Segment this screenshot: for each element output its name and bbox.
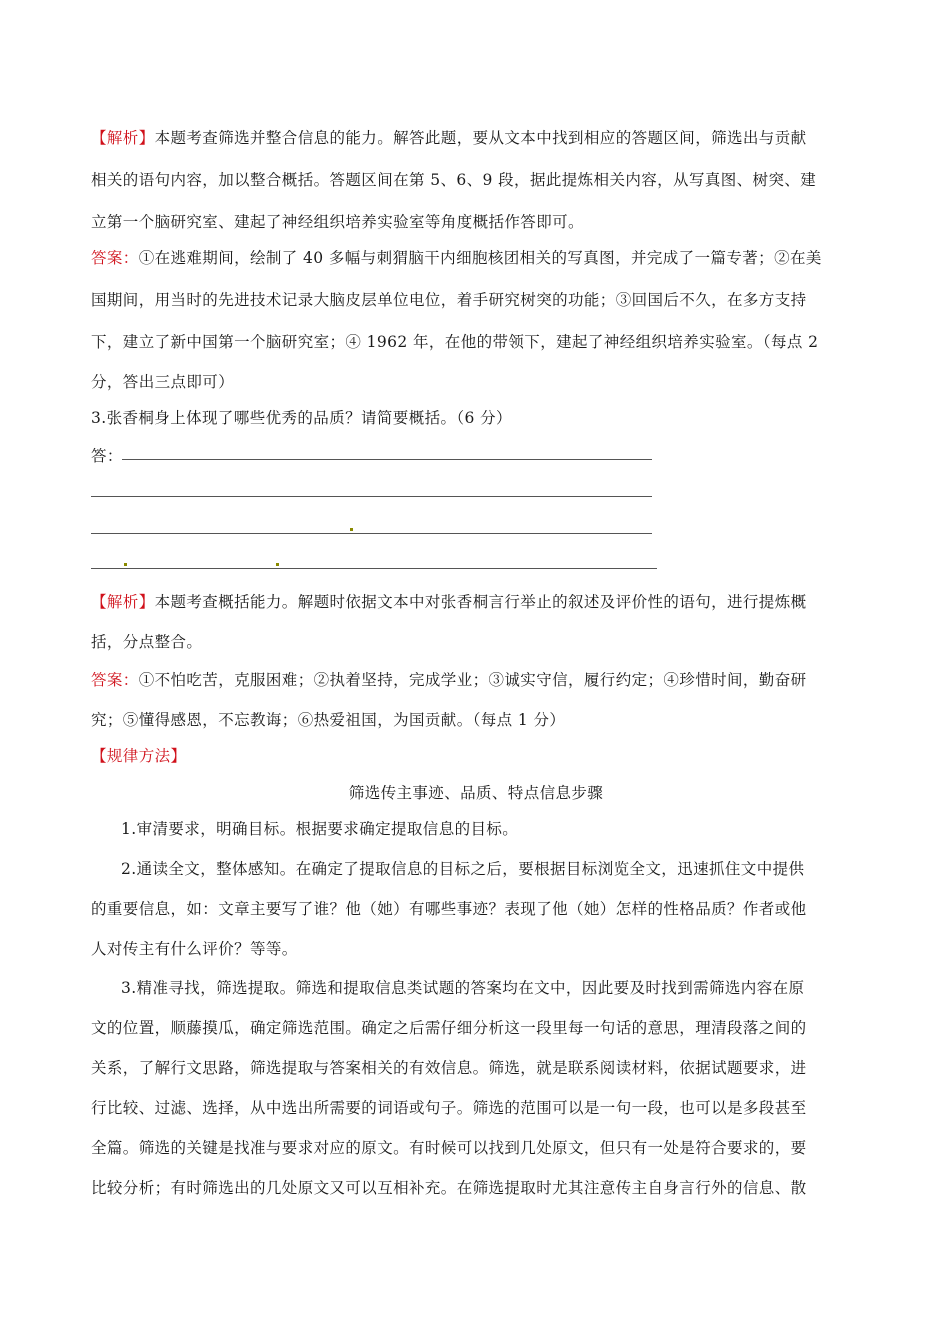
answer1-line-3: 下，建立了新中国第一个脑研究室；④ 1962 年，在他的带领下，建起了神经组织培养实验室。（每点 2 (91, 333, 819, 351)
answer2-line-1: 答案：①不怕吃苦，克服困难；②执着坚持，完成学业；③诚实守信，履行约定；④珍惜时间，勤奋研 (91, 671, 807, 689)
stray-mark (124, 563, 127, 566)
method-step3-line-2: 文的位置，顺藤摸瓜，确定筛选范围。确定之后需仔细分析这一段里每一句话的意思，理清段落之间的 (91, 1019, 807, 1037)
answer1-line-2: 国期间，用当时的先进技术记录大脑皮层单位电位，着手研究树突的功能；③回国后不久，在多方支持 (91, 291, 807, 309)
question3-text: 3.张香桐身上体现了哪些优秀的品质？请简要概括。（6 分） (91, 409, 512, 427)
method-step3-line-6: 比较分析；有时筛选出的几处原文又可以互相补充。在筛选提取时尤其注意传主自身言行外的信息、散 (91, 1179, 807, 1197)
answer2-label: 答案： (91, 671, 139, 689)
analysis1-tag: 【解析】 (91, 129, 155, 147)
analysis1-line-1: 【解析】本题考查筛选并整合信息的能力。解答此题，要从文本中找到相应的答题区间，筛选出与贡献 (91, 129, 807, 147)
method-tag: 【规律方法】 (91, 747, 187, 765)
analysis2-tag: 【解析】 (91, 593, 155, 611)
answer1-line-4: 分，答出三点即可） (91, 373, 235, 391)
method-step2-line-3: 人对传主有什么评价？等等。 (91, 940, 298, 958)
method-step1: 1.审清要求，明确目标。根据要求确定提取信息的目标。 (121, 820, 519, 838)
answer1-line-1: 答案：①在逃难期间，绘制了 40 多幅与刺猬脑干内细胞核团相关的写真图，并完成了一篇专著；②在美 (91, 249, 822, 267)
analysis1-line-3: 立第一个脑研究室、建起了神经组织培养实验室等角度概括作答即可。 (91, 213, 584, 231)
method-step2-line-1: 2.通读全文，整体感知。在确定了提取信息的目标之后，要根据目标浏览全文，迅速抓住文中提供 (121, 860, 805, 878)
method-step3-line-1: 3.精准寻找，筛选提取。筛选和提取信息类试题的答案均在文中，因此要及时找到需筛选内容在原 (121, 979, 805, 997)
answer2-line-2: 究；⑤懂得感恩，不忘教诲；⑥热爱祖国，为国贡献。（每点 1 分） (91, 711, 566, 729)
answer-blank-line-3[interactable] (91, 533, 652, 534)
stray-mark (350, 528, 353, 531)
method-step3-line-4: 行比较、过滤、选择，从中选出所需要的词语或句子。筛选的范围可以是一句一段，也可以是多段甚至 (91, 1099, 807, 1117)
answer-blank-line-1[interactable] (122, 459, 652, 460)
answer-blank-line-2[interactable] (91, 496, 652, 497)
analysis1-line-2: 相关的语句内容，加以整合概括。答题区间在第 5、6、9 段，据此提炼相关内容，从写真图、树突、建 (91, 171, 817, 189)
answer-blank-line-4[interactable] (91, 568, 657, 569)
answer-prefix: 答： (91, 447, 123, 465)
analysis2-line-2: 括，分点整合。 (91, 633, 203, 651)
answer1-label: 答案： (91, 249, 139, 267)
method-step3-line-5: 全篇。筛选的关键是找准与要求对应的原文。有时候可以找到几处原文，但只有一处是符合要求的，要 (91, 1139, 807, 1157)
method-step3-line-3: 关系，了解行文思路，筛选提取与答案相关的有效信息。筛选，就是联系阅读材料，依据试题要求，进 (91, 1059, 807, 1077)
analysis2-line-1: 【解析】本题考查概括能力。解题时依据文本中对张香桐言行举止的叙述及评价性的语句，进行提炼概 (91, 593, 807, 611)
method-title: 筛选传主事迹、品质、特点信息步骤 (348, 784, 604, 802)
method-step2-line-2: 的重要信息，如：文章主要写了谁？他（她）有哪些事迹？表现了他（她）怎样的性格品质？作者或他 (91, 900, 807, 918)
stray-mark (276, 563, 279, 566)
